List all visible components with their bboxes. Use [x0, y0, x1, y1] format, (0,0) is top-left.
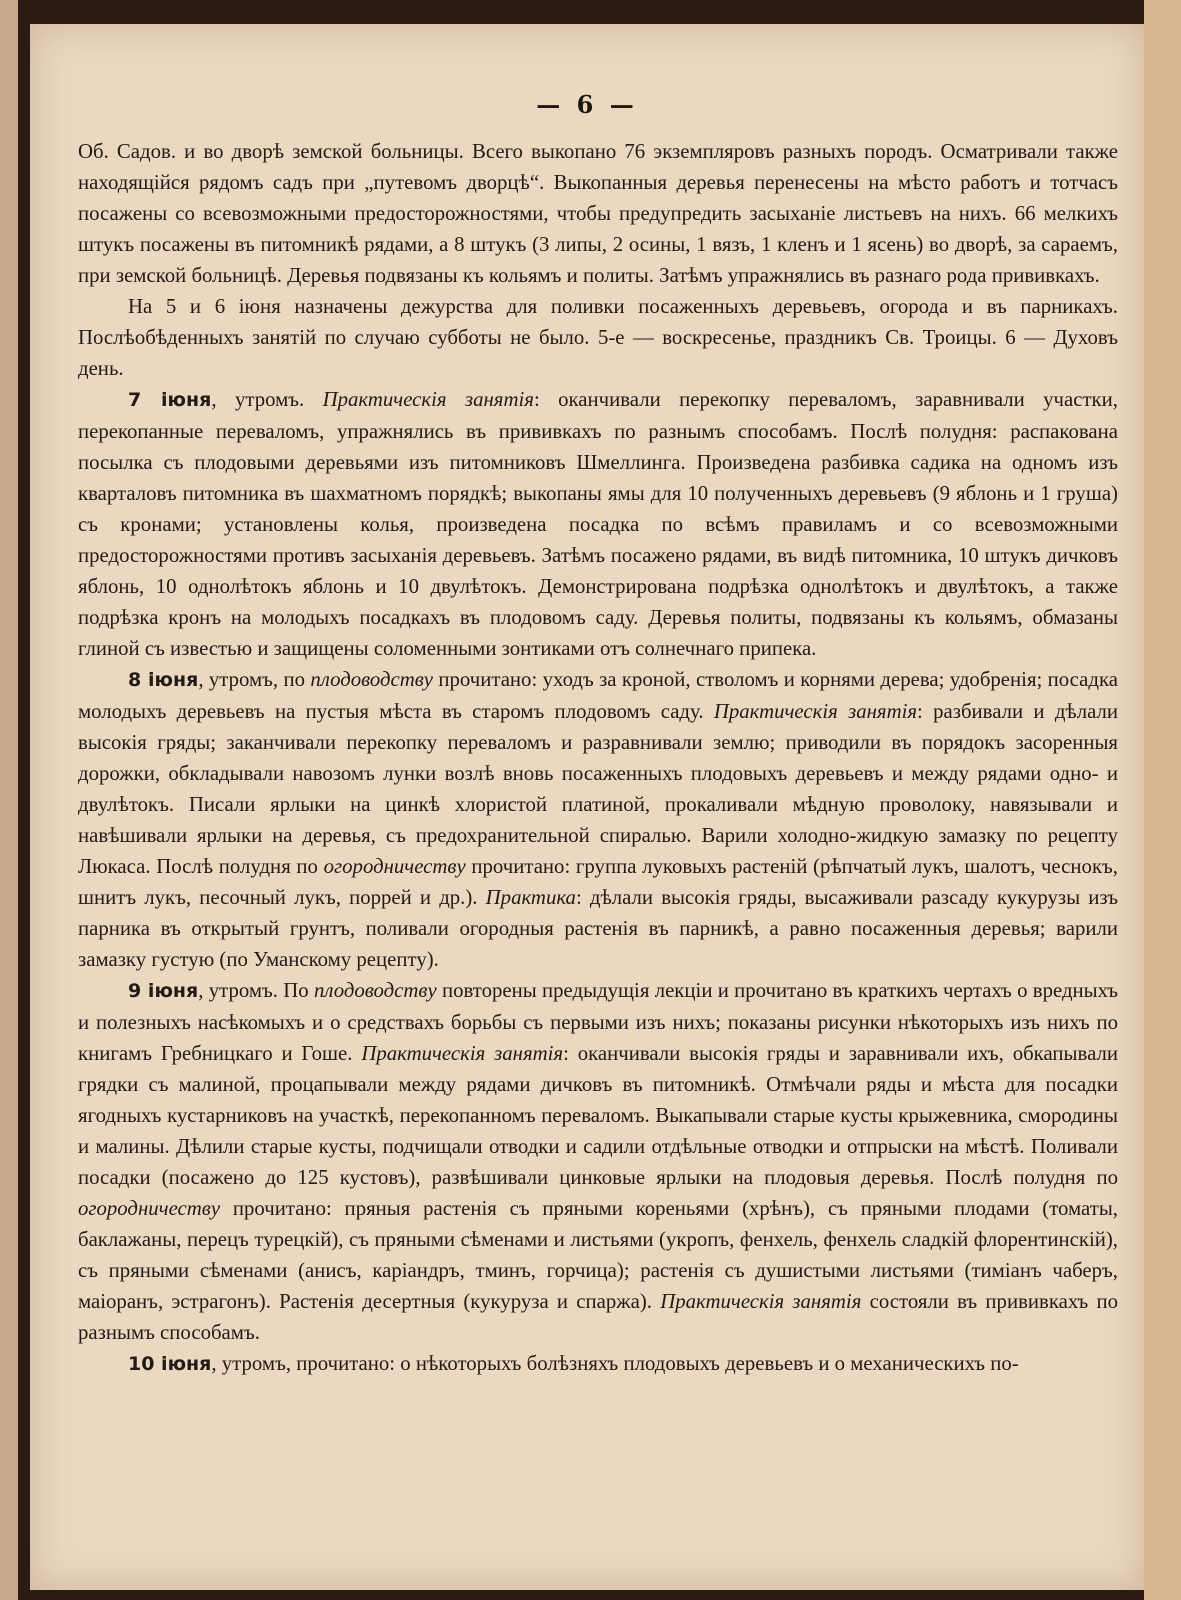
text-segment: : дѣлали высокiя гряды, высаживали разсаду кукурузы изъ парника въ открытый грунтъ, поливали огородныя растенiя въ парникѣ, а равно посаженныя деревья; варили замазку густую (по Уманскому рецепту).	[78, 886, 1118, 971]
text-segment: : разбивали и дѣлали высокiя гряды; заканчивали перекопку переваломъ и разравнивали землю; приводили въ порядокъ засоренныя дорожки, обкладывали навозомъ лунки возлѣ вновь посаженныхъ плодовыхъ деревьевъ и между рядами одно- и двулѣтокъ. Писали ярлыки на цинкѣ хлористой платиной, прокаливали мѣдную проволоку, навязывали и навѣшивали ярлыки на деревья, съ предохранительной спиралью. Варили холодно-жидкую замазку по рецепту Люкаса. Послѣ полудня по	[78, 700, 1118, 878]
text-segment: состояли въ прививкахъ по разнымъ способамъ.	[78, 1290, 1118, 1344]
text-segment: , утромъ. По	[198, 979, 314, 1002]
paragraph	[78, 975, 1118, 1348]
italic-term: Практическiя занятiя	[322, 388, 534, 411]
italic-term: Практическiя занятiя	[713, 700, 918, 723]
text-segment: повторены предыдущiя лекцiи и прочитано въ краткихъ чертахъ о вредныхъ и полезныхъ насѣкомыхъ и о средствахъ борьбы съ первыми изъ нихъ; показаны рисунки нѣкоторыхъ изъ нихъ по книгамъ Гребницкаго и Гоше.	[78, 979, 1118, 1065]
document-page	[30, 24, 1144, 1590]
italic-term: Практика	[485, 886, 576, 909]
text-segment: , утромъ.	[211, 388, 323, 411]
body-text	[78, 136, 1118, 1380]
text-segment: Об. Садов. и во дворѣ земской больницы. Всего выкопано 76 экземпляровъ разныхъ породъ. Осматривали также находящiйся рядомъ садъ при „путевомъ дворцѣ“. Выкопанныя деревья перенесены на мѣсто работъ и тотчасъ посажены со всевозможными предосторожностями, чтобы предупредить засыханiе листьевъ на нихъ. 66 мелкихъ штукъ посажены въ питомникѣ рядами, а 8 штукъ (3 липы, 2 осины, 1 вязъ, 1 кленъ и 1 ясень) во дворѣ, за сараемъ, при земской больницѣ. Деревья подвязаны къ кольямъ и политы. Затѣмъ упражнялись въ разнаго рода прививкахъ.	[78, 140, 1118, 287]
italic-term: плодоводству	[310, 668, 434, 691]
paragraph	[78, 136, 1118, 291]
paragraph	[78, 384, 1118, 664]
entry-date: 7 iюня	[128, 389, 212, 411]
page-edge-strip	[1144, 0, 1181, 1600]
page-number: — 6 —	[536, 90, 638, 119]
italic-term: Практическiя занятiя	[361, 1042, 564, 1065]
paragraph	[78, 291, 1118, 384]
italic-term: Практическiя занятiя	[660, 1290, 862, 1313]
entry-date: 9 iюня	[128, 980, 199, 1002]
italic-term: плодоводству	[314, 979, 437, 1002]
text-segment: , утромъ, по	[198, 668, 311, 691]
text-segment: : оканчивали высокiя гряды и заравнивали ихъ, обкапывали грядки съ малиной, процапывали между рядами дичковъ въ питомникѣ. Отмѣчали ряды и мѣста для посадки ягодныхъ кустарниковъ на участкѣ, перекопанномъ переваломъ. Выкапывали старые кусты крыжевника, смородины и малины. Дѣлили старые кусты, подчищали отводки и садили отдѣльные отводки и отпрыски на мѣстѣ. Поливали посадки (посажено до 125 кустовъ), развѣшивали цинковые ярлыки на плодовыя деревья. Послѣ полудня по	[78, 1042, 1118, 1189]
text-segment: На 5 и 6 iюня назначены дежурства для поливки посаженныхъ деревьевъ, огорода и въ парникахъ. Послѣобѣденныхъ занятiй по случаю субботы не было. 5-е — воскресенье, праздникъ Св. Троицы. 6 — Духовъ день.	[78, 295, 1118, 380]
text-segment: прочитано: группа луковыхъ растенiй (рѣпчатый лукъ, шалотъ, чеснокъ, шнитъ лукъ, песочный лукъ, поррей и др.).	[78, 855, 1118, 909]
entry-date: 10 iюня	[128, 1353, 212, 1375]
text-segment: прочитано: уходъ за кроной, стволомъ и корнями дерева; удобренiя; посадка молодыхъ деревьевъ на пустыя мѣста въ старомъ плодовомъ саду.	[78, 668, 1119, 723]
text-segment: : оканчивали перекопку переваломъ, заравнивали участки, перекопанные переваломъ, упражнялись въ прививкахъ по разнымъ способамъ. Послѣ полудня: распакована посылка съ плодовыми деревьями изъ питомниковъ Шмеллинга. Произведена разбивка садика на одномъ изъ кварталовъ питомника въ шахматномъ порядкѣ; выкопаны ямы для 10 полученныхъ деревьевъ (9 яблонь и 1 груша) съ кронами; установлены колья, произведена посадка по всѣмъ правиламъ и со всевозможными предосторожностями противъ засыханiя деревьевъ. Затѣмъ посажено рядами, въ видѣ питомника, 10 штукъ дичковъ яблонь, 10 однолѣтокъ яблонь и 10 двулѣтокъ. Демонстрирована подрѣзка однолѣтокъ и двулѣтокъ, а также подрѣзка кронъ на молодыхъ посадкахъ въ плодовомъ саду. Деревья политы, подвязаны къ кольямъ, обмазаны глиной съ известью и защищены соломенными зонтиками отъ солнечнаго припека.	[78, 388, 1118, 660]
italic-term: огородничеству	[323, 855, 466, 878]
paragraph	[78, 664, 1118, 975]
paragraph	[78, 1348, 1118, 1380]
text-segment: прочитано: пряныя растенiя съ пряными кореньями (хрѣнъ), съ пряными плодами (томаты, баклажаны, перецъ турецкiй), съ пряными сѣменами и листьями (укропъ, фенхель, фенхель сладкiй флорентинскiй), съ пряными сѣменами (анисъ, карiандръ, тминъ, горчица); растенiя съ душистыми листьями (тимiанъ чаберъ, маiоранъ, эстрагонъ). Растенiя десертныя (кукуруза и спаржа).	[78, 1197, 1118, 1313]
text-segment: , утромъ, прочитано: о нѣкоторыхъ болѣзняхъ плодовыхъ деревьевъ и о механическихъ по-	[211, 1352, 1019, 1375]
italic-term: огородничеству	[78, 1197, 221, 1220]
entry-date: 8 iюня	[128, 669, 199, 691]
